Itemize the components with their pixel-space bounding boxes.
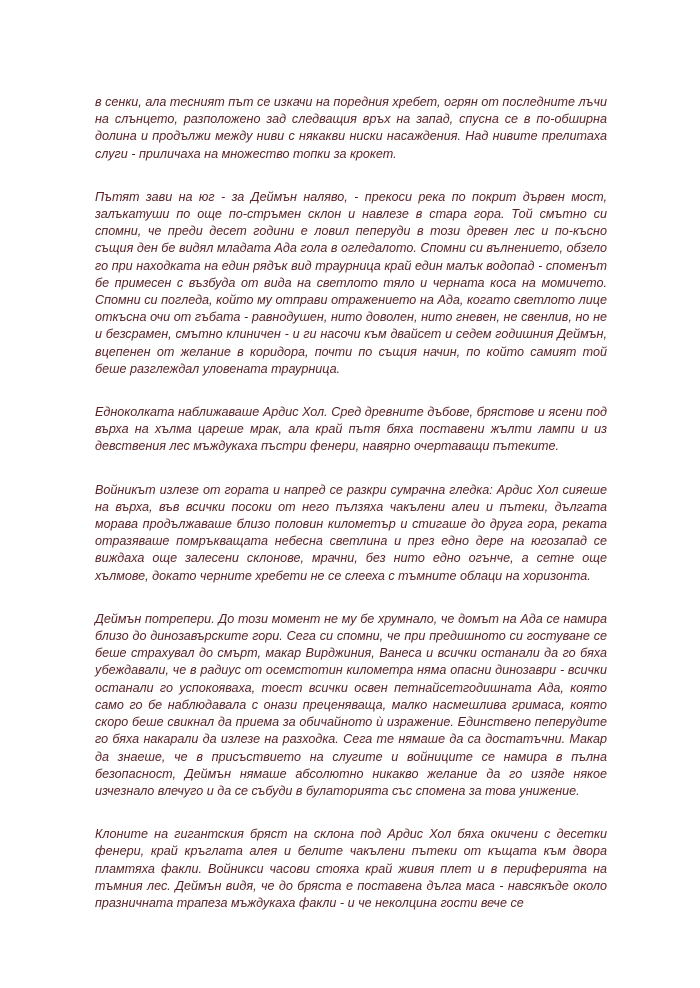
paragraph-5: Деймън потрепери. До този момент не му бе хрумнало, че домът на Ада се намира близо до динозавърските гори. Сега си спомни, че при предишното си гостуване се беше страхувал до смърт, макар Вирджиния, Ванеса и всички останали да го бяха убеждавали, че в радиус от осемстотин километра няма опасни динозаври - всички останали го успокояваха, тоест всички освен петнайсетгодишната Ада, която само го бе наблюдавала с онази преценяваща, малко насмешлива гримаса, която скоро беше свикнал да приема за обичайното ѝ изражение. Единствено пеперудите го бяха накарали да излезе на разходка. Сега те нямаше да са достатъчни. Макар да знаеше, че в присъствието на слугите и войниците се намира в пълна безопасност, Деймън нямаше абсолютно никакво желание да го изяде някое изчезнало влечуго и да се събуди в булаторията със спомена за това унижение. [95, 611, 607, 798]
paragraph-3: Едноколката наближаваше Ардис Хол. Сред древните дъбове, брястове и ясени под върха на хълма цареше мрак, ала край пътя бяха поставени жълти лампи и из девствения лес мъждукаха пъстри фенери, навярно очертаващи пътеките. [95, 405, 607, 454]
paragraph-6: Клоните на гигантския бряст на склона под Ардис Хол бяха окичени с десетки фенери, край кръглата алея и белите чакълени пътеки от къщата към двора пламтяха факли. Войникси часови стояха край живия плет и в периферията на тъмния лес. Деймън видя, че до бряста е поставена дълга маса - навсякъде около празничната трапеза мъждукаха факли - и че неколцина гости вече се [95, 827, 607, 910]
paragraph-2: Пътят зави на юг - за Деймън наляво, - прекоси река по покрит дървен мост, залъкатуши по още по-стръмен склон и навлезе в стара гора. Той смътно си спомни, че преди десет години е ловил пеперуди в този древен лес и по-късно същия ден бе видял младата Ада гола в огледалото. Спомни си вълнението, обзело го при находката на един рядък вид траурница край един малък водопад - споменът бе примесен с възбуда от вида на светлото тяло и черната коса на момичето. Спомни си погледа, който му отправи отражението на Ада, когато светлото лице откъсна очи от гъбата - равнодушен, нито доволен, нито гневен, не свенлив, но не и безсрамен, смътно клиничен - и ги насочи към двайсет и седем годишния Деймън, вцепенен от желание в коридора, почти по същия начин, по който самият той беше разглеждал уловената траурница. [95, 189, 607, 376]
paragraph-1: в сенки, ала тесният път се изкачи на поредния хребет, огрян от последните лъчи на слънцето, разположено зад следващия връх на запад, спусна се в по-обширна долина и продължи между ниви с някакви ниски насаждения. Над нивите прелитаха слуги - приличаха на множество топки за крокет. [95, 95, 607, 161]
paragraph-4: Войникът излезе от гората и напред се разкри сумрачна гледка: Ардис Хол сияеше на върха, във всички посоки от него пълзяха чакълени алеи и пътеки, дългата морава продължаваше близо половин километър и стигаше до друга гора, реката отразяваше помръкващата небесна светлина и през едно дере на югозапад се виждаха още залесени склонове, мрачни, без нито едно огънче, а сетне още хълмове, докато черните хребети не се слееха с тъмните облаци на хоризонта. [95, 482, 607, 583]
book-page [95, 94, 607, 938]
